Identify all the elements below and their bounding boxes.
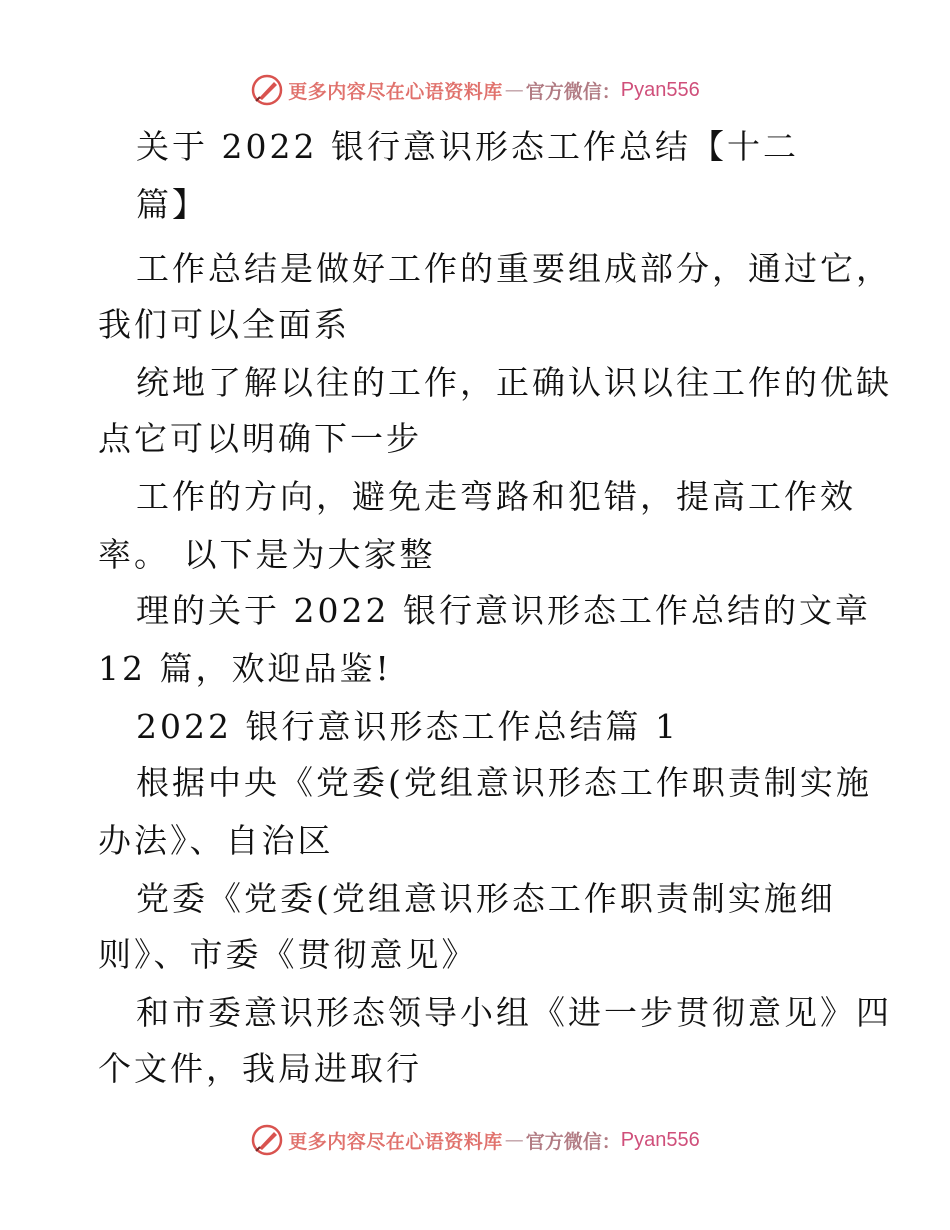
doc-line: 12 篇，欢迎品鉴! (98, 649, 392, 688)
doc-line: 率。 以下是为大家整 (98, 535, 436, 574)
section-heading: 2022 银行意识形态工作总结篇 1 (136, 707, 679, 746)
banner-site-name: 更多内容尽在心语资料库 (288, 1130, 503, 1153)
footer-banner (0, 1120, 950, 1160)
doc-line: 党委《党委(党组意识形态工作职责制实施细 (136, 879, 836, 918)
doc-line: 工作总结是做好工作的重要组成部分，通过它， (136, 249, 892, 288)
header-banner (0, 70, 950, 110)
doc-line: 工作的方向，避免走弯路和犯错，提高工作效 (136, 477, 856, 516)
quill-logo-icon (250, 1123, 284, 1157)
banner-wechat-id: Pyan556 (620, 1128, 700, 1151)
doc-line: 办法》、自治区 (98, 821, 334, 860)
quill-logo-icon (250, 73, 284, 107)
banner-wechat-label: 官方微信： (525, 80, 621, 103)
banner-dash: — (504, 1129, 524, 1151)
banner-dash: — (504, 79, 524, 101)
doc-line: 个文件，我局进取行 (98, 1049, 422, 1088)
banner-site-name: 更多内容尽在心语资料库 (288, 80, 503, 103)
banner-wechat-id: Pyan556 (620, 78, 700, 101)
banner-wechat-label: 官方微信： (525, 1130, 621, 1153)
doc-line: 点它可以明确下一步 (98, 419, 422, 458)
doc-line: 根据中央《党委(党组意识形态工作职责制实施 (136, 763, 872, 802)
doc-line: 统地了解以往的工作，正确认识以往工作的优缺 (136, 363, 892, 402)
doc-line: 则》、市委《贯彻意见》 (98, 935, 478, 974)
doc-title-line-2: 篇】 (136, 185, 208, 224)
doc-line: 理的关于 2022 银行意识形态工作总结的文章 (136, 591, 871, 630)
doc-title-line-1: 关于 2022 银行意识形态工作总结【十二 (136, 127, 799, 166)
doc-line: 我们可以全面系 (98, 305, 350, 344)
doc-line: 和市委意识形态领导小组《进一步贯彻意见》四 (136, 993, 892, 1032)
